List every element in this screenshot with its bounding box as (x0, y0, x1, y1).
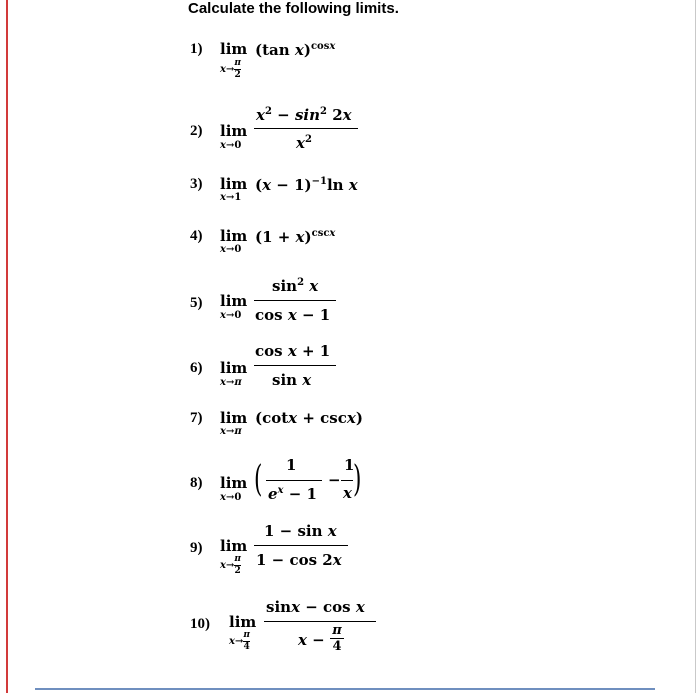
problem-number: 5) (190, 295, 203, 311)
lim-operator: lim (220, 227, 248, 245)
fraction-numerator: $\sin^2 x$ (272, 277, 319, 295)
fraction-numerator: $x^2 - \sin^2 2x$ (256, 106, 352, 124)
lim-operator: lim (220, 474, 248, 492)
left-paren: ( (254, 459, 263, 500)
limit-expression: $(1 + x)^{cscx}$ (255, 228, 336, 246)
limit-subscript: x→π (220, 426, 242, 437)
fraction-numerator: 1 − sin x (264, 522, 337, 540)
lim-operator: lim (220, 359, 248, 377)
limit-subscript: x→π (220, 377, 242, 388)
limit-subscript: x→0 (220, 244, 242, 255)
fraction-bar (341, 480, 353, 481)
fraction-numerator: 1 (286, 456, 297, 474)
problem-number: 8) (190, 475, 203, 491)
bottom-rule (35, 688, 655, 690)
fraction-numerator: cos x + 1 (255, 342, 331, 360)
right-paren: ) (353, 459, 362, 500)
limit-expression: $(x - 1)^{-1}\ln$ x (255, 176, 358, 194)
limit-subscript: x→0 (220, 310, 242, 321)
limit-subscript: x→0 (220, 492, 242, 503)
problem-number: 2) (190, 123, 203, 139)
lim-operator: lim (220, 409, 248, 427)
minus-sign: − (328, 471, 341, 489)
fraction-denominator: $x^2$ (296, 134, 312, 152)
fraction-denominator: x (343, 484, 352, 502)
lim-operator: lim (220, 175, 248, 193)
page-title: Calculate the following limits. (188, 0, 399, 17)
fraction-bar (266, 480, 322, 481)
problem-number: 7) (190, 410, 203, 426)
fraction-bar (254, 128, 358, 129)
limit-subscript: x→1 (220, 192, 242, 203)
fraction-denominator: $e^x - 1$ (268, 485, 317, 503)
left-margin-rule (6, 0, 8, 693)
limit-subscript: x→ $\frac{\pi}{4}$ (229, 630, 250, 652)
fraction-bar (264, 621, 376, 622)
problem-number: 9) (190, 540, 203, 556)
lim-operator: lim (220, 40, 248, 58)
problem-number: 10) (190, 616, 210, 632)
fraction-numerator: 1 (344, 456, 355, 474)
fraction-denominator: sin x (272, 371, 312, 389)
problem-number: 4) (190, 228, 203, 244)
fraction-denominator: 1 − cos 2x (256, 551, 342, 569)
limit-expression: (tan x)$^{cosx}$ (255, 41, 336, 59)
lim-operator: lim (220, 122, 248, 140)
fraction-bar (254, 300, 336, 301)
limit-subscript: x→0 (220, 140, 242, 151)
problem-number: 3) (190, 176, 203, 192)
fraction-bar (254, 365, 336, 366)
problem-number: 6) (190, 360, 203, 376)
limit-subscript: x→ $\frac{\pi}{2}$ (220, 58, 241, 80)
lim-operator: lim (220, 292, 248, 310)
fraction-denominator: cos x − 1 (255, 306, 331, 324)
fraction-denominator: x − (298, 631, 325, 649)
problem-number: 1) (190, 41, 203, 57)
pi-over-4: π 4 (330, 624, 344, 653)
lim-operator: lim (229, 613, 257, 631)
right-margin-rule (695, 0, 696, 693)
limit-expression: (cotx + cscx) (255, 409, 363, 427)
fraction-bar (254, 545, 348, 546)
limit-subscript: x→ $\frac{\pi}{2}$ (220, 554, 241, 576)
fraction-numerator: sinx − cos x (266, 598, 365, 616)
lim-operator: lim (220, 537, 248, 555)
